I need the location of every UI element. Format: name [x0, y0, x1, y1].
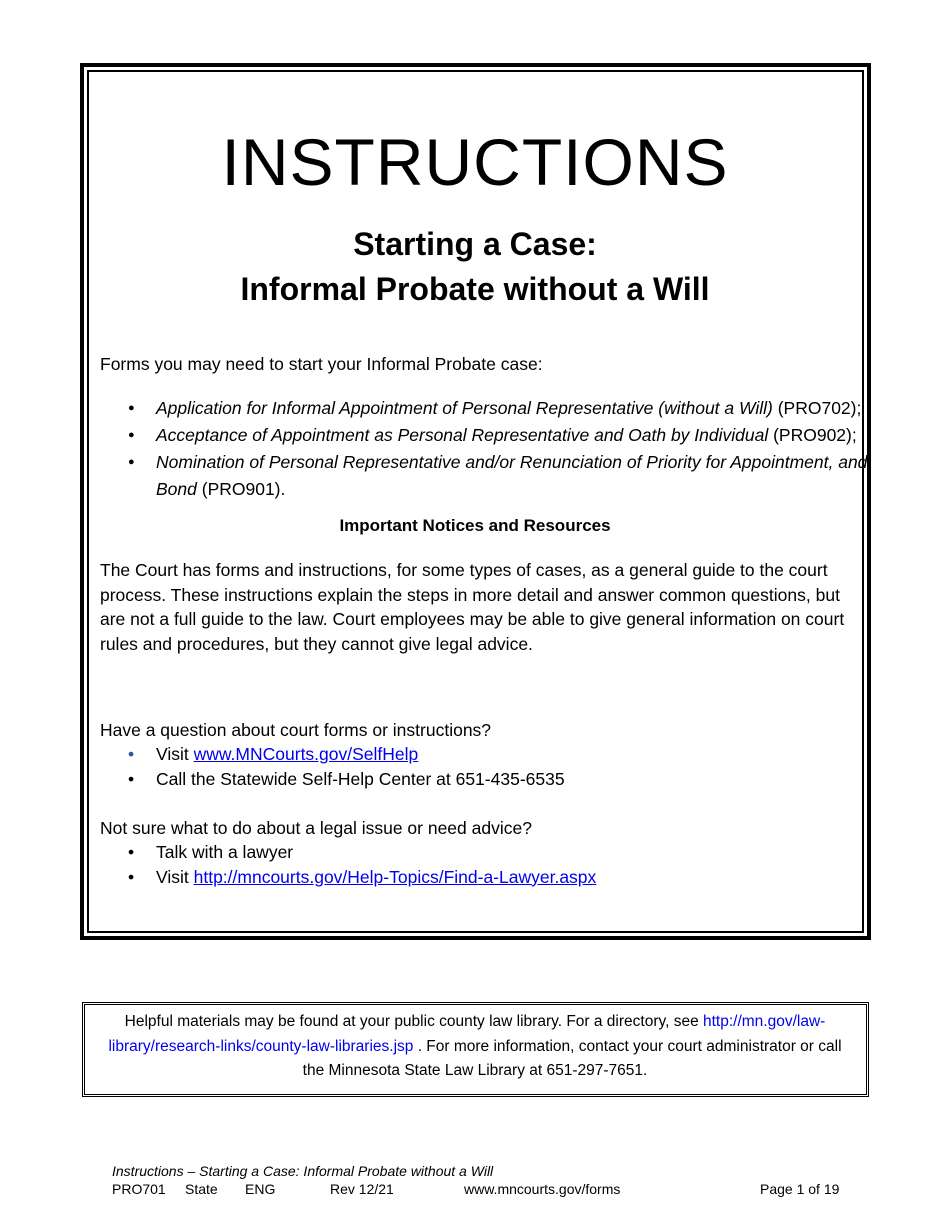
page-subtitle: [0, 222, 950, 312]
form-code: (PRO902);: [768, 425, 857, 445]
footer-revision: Rev 12/21: [330, 1181, 394, 1197]
library-text-2: . For more information, contact your court administrator or call the Minnesota State Law Library at 651-297-7651.: [302, 1037, 842, 1079]
form-code: (PRO702);: [772, 398, 862, 418]
list-item: [100, 395, 870, 422]
subtitle-line-1: Starting a Case:: [353, 226, 597, 262]
list-item: [100, 422, 870, 449]
footer-page-number: Page 1 of 19: [760, 1181, 840, 1197]
notices-heading: Important Notices and Resources: [339, 516, 611, 535]
list-item: [100, 742, 565, 767]
list-item: [100, 865, 596, 890]
form-name: Nomination of Personal Representative and/or Renunciation of Priority for Appointment, and Bond: [156, 452, 868, 499]
list-item: • Call the Statewide Self-Help Center at 651-435-6535: [100, 767, 565, 792]
library-text: [100, 1010, 850, 1084]
help-question: Have a question about court forms or instructions?: [100, 720, 492, 740]
forms-list: [100, 395, 870, 503]
library-text-1: Helpful materials may be found at your public county law library. For a directory, see: [124, 1013, 703, 1030]
find-lawyer-link[interactable]: http://mncourts.gov/Help-Topics/Find-a-Lawyer.aspx: [193, 866, 597, 887]
subtitle-line-2: Informal Probate without a Will: [240, 271, 710, 307]
selfhelp-link[interactable]: www.MNCourts.gov/SelfHelp: [193, 744, 419, 764]
footer-jurisdiction: State: [185, 1181, 218, 1197]
footer-title: [112, 1162, 493, 1180]
library-directory-link[interactable]: http://mn.gov/law-library/research-links/county-law-libraries.jsp: [108, 1013, 826, 1055]
footer-language: ENG: [245, 1181, 276, 1197]
form-code: (PRO901).: [196, 479, 286, 499]
footer-website: www.mncourts.gov/forms: [464, 1181, 621, 1197]
visit-prefix: Visit: [156, 866, 194, 887]
advice-question: Not sure what to do about a legal issue or need advice?: [100, 818, 532, 838]
form-name: Acceptance of Appointment as Personal Representative and Oath by Individual: [156, 425, 769, 445]
help-list: [100, 742, 565, 791]
footer-title-text: Instructions – Starting a Case: Informal Probate without a Will: [112, 1163, 494, 1179]
list-item: [100, 449, 870, 503]
notices-body: The Court has forms and instructions, for some types of cases, as a general guide to the court process. These instructions explain the steps in more detail and answer common questions, but are not a full guide to the law. Court employees may be able to give general information on court rules and procedures, but they cannot give legal advice.: [100, 560, 845, 654]
form-name: Application for Informal Appointment of Personal Representative (without a Will): [156, 398, 773, 418]
footer-form-id: PRO701: [112, 1181, 166, 1197]
forms-intro: Forms you may need to start your Informal Probate case:: [100, 354, 543, 374]
visit-prefix: Visit: [156, 744, 194, 764]
list-item: • Talk with a lawyer: [100, 840, 596, 865]
advice-list: [100, 840, 596, 889]
page-title: INSTRUCTIONS: [221, 125, 729, 199]
